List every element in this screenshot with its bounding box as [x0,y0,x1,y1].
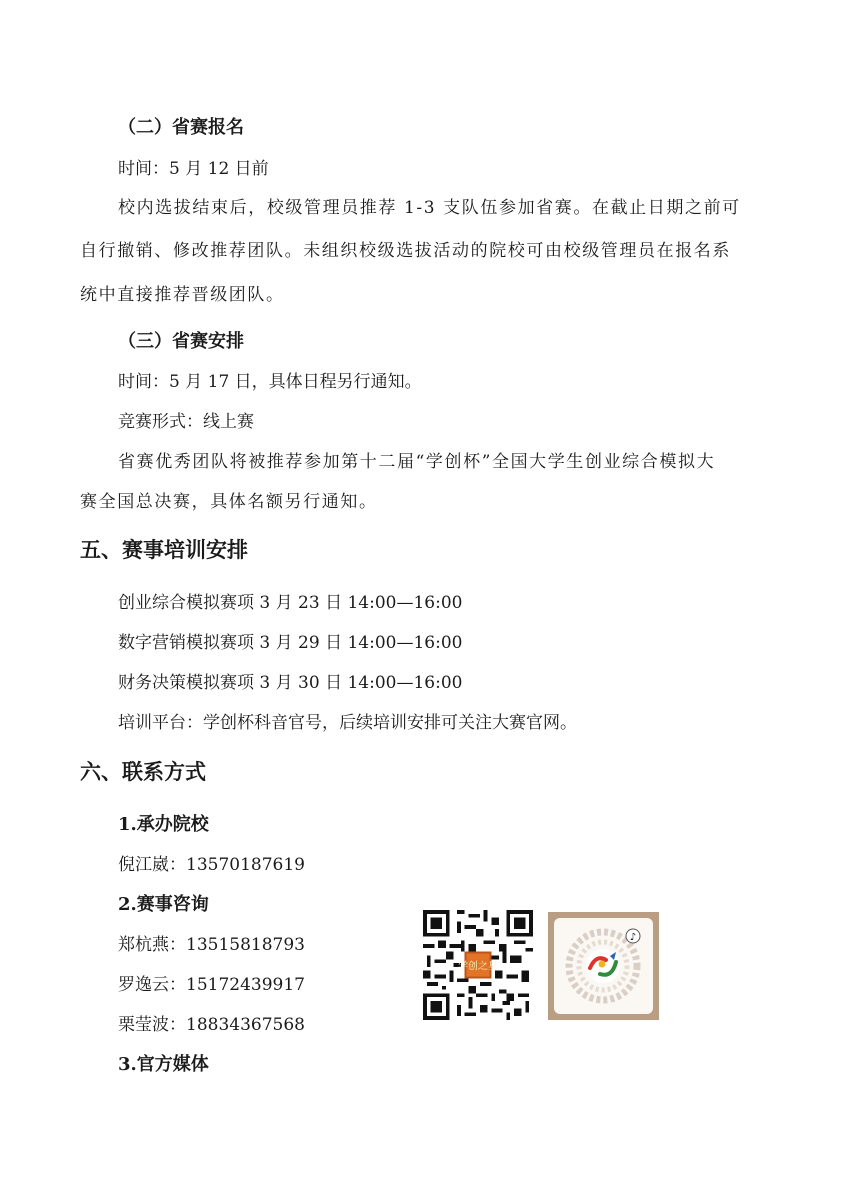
official-media-heading: 3.官方媒体 [118,1054,209,1075]
registration-paragraph-line: 校内选拔结束后，校级管理员推荐 1-3 支队伍参加省赛。在截止日期之前可 [118,198,741,218]
host-school-heading: 1.承办院校 [118,814,209,835]
douyin-code-art [554,918,653,1014]
arrangement-paragraph-line: 省赛优秀团队将被推荐参加第十二届“学创杯”全国大学生创业综合模拟大 [118,452,716,472]
arrangement-format: 竞赛形式：线上赛 [118,412,254,432]
contact-section-heading: 六、联系方式 [80,760,206,784]
qr-code-image [423,910,533,1020]
consult-heading: 2.赛事咨询 [118,894,209,915]
training-item: 财务决策模拟赛项 3 月 30 日 14:00—16:00 [118,673,463,693]
training-section-heading: 五、赛事培训安排 [80,538,248,562]
training-platform: 培训平台：学创杯科音官号，后续培训安排可关注大赛官网。 [118,713,577,733]
arrangement-time: 时间：5 月 17 日，具体日程另行通知。 [118,372,422,392]
contact-entry: 罗逸云：15172439917 [118,975,305,995]
contact-entry: 郑杭燕：13515818793 [118,935,305,955]
contact-entry: 栗莹波：18834367568 [118,1015,305,1035]
arrangement-paragraph-line: 赛全国总决赛，具体名额另行通知。 [80,492,378,512]
douyin-logo-icon: ♪ [629,932,637,943]
arrangement-heading: （三）省赛安排 [118,331,244,352]
qr-logo-text: 学创之星 [458,961,498,973]
training-item: 数字营销模拟赛项 3 月 29 日 14:00—16:00 [118,633,463,653]
douyin-code-image [548,912,659,1020]
registration-paragraph-line: 统中直接推荐晋级团队。 [80,285,285,305]
contact-entry: 倪江崴：13570187619 [118,855,305,875]
registration-time: 时间：5 月 12 日前 [118,159,269,179]
registration-paragraph-line: 自行撤销、修改推荐团队。未组织校级选拔活动的院校可由校级管理员在报名系 [80,241,731,261]
training-item: 创业综合模拟赛项 3 月 23 日 14:00—16:00 [118,593,463,613]
registration-heading: （二）省赛报名 [118,117,244,138]
